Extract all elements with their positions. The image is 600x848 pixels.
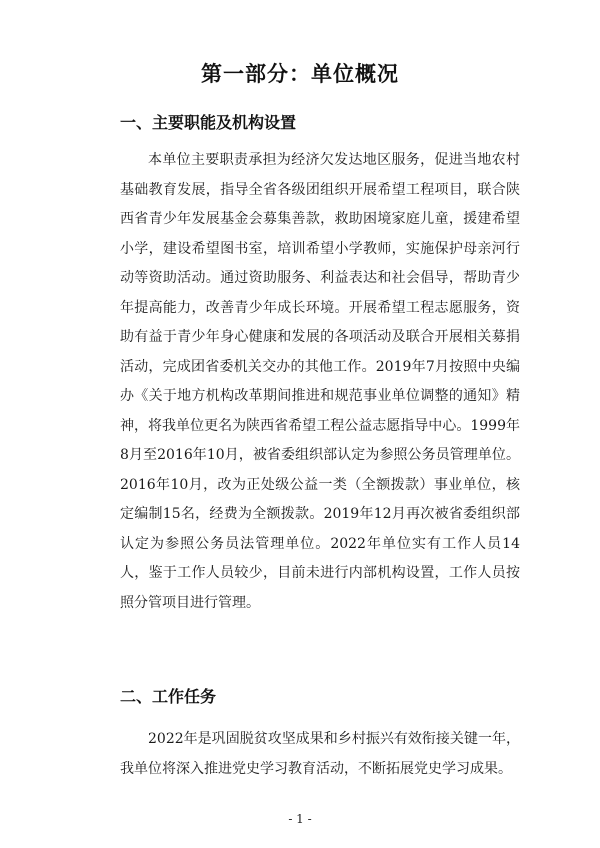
section-heading-functions: 一、主要职能及机构设置 — [120, 113, 297, 132]
section-paragraph-tasks: 2022年是巩固脱贫攻坚成果和乡村振兴有效衔接关键一年，我单位将深入推进党史学习教育活动，不断拓展党史学习成果。 — [120, 731, 520, 777]
page-number: - 1 - — [288, 812, 312, 826]
page-title: 第一部分：单位概况 — [201, 62, 399, 86]
section-paragraph-functions: 本单位主要职责承担为经济欠发达地区服务，促进当地农村基础教育发展，指导全省各级团组织开展希望工程项目，联合陕西省青少年发展基金会募集善款，救助困境家庭儿童，援建希望小学，建设希望图书室，培训希望小学教师，实施保护母亲河行动等资助活动。通过资助服务、利益表达和社会倡导，帮助青少年提高能力，改善青少年成长环境。开展希望工程志愿服务，资助有益于青少年身心健康和发展的各项活动及联合开展相关募捐活动，完成团省委机关交办的其他工作。2019年7月按照中央编办《关于地方机构改革期间推进和规范事业单位调整的通知》精神，将我单位更名为陕西省希望工程公益志愿指导中心。1999年8月至2016年10月，被省委组织部认定为参照公务员管理单位。2016年10月，改为正处级公益一类（全额拨款）事业单位，核定编制15名，经费为全额拨款。2019年12月再次被省委组织部认定为参照公务员法管理单位。2022年单位实有工作人员14人，鉴于工作人员较少，目前未进行内部机构设置，工作人员按照分管项目进行管理。 — [120, 152, 520, 611]
section-heading-tasks: 二、工作任务 — [120, 687, 217, 706]
